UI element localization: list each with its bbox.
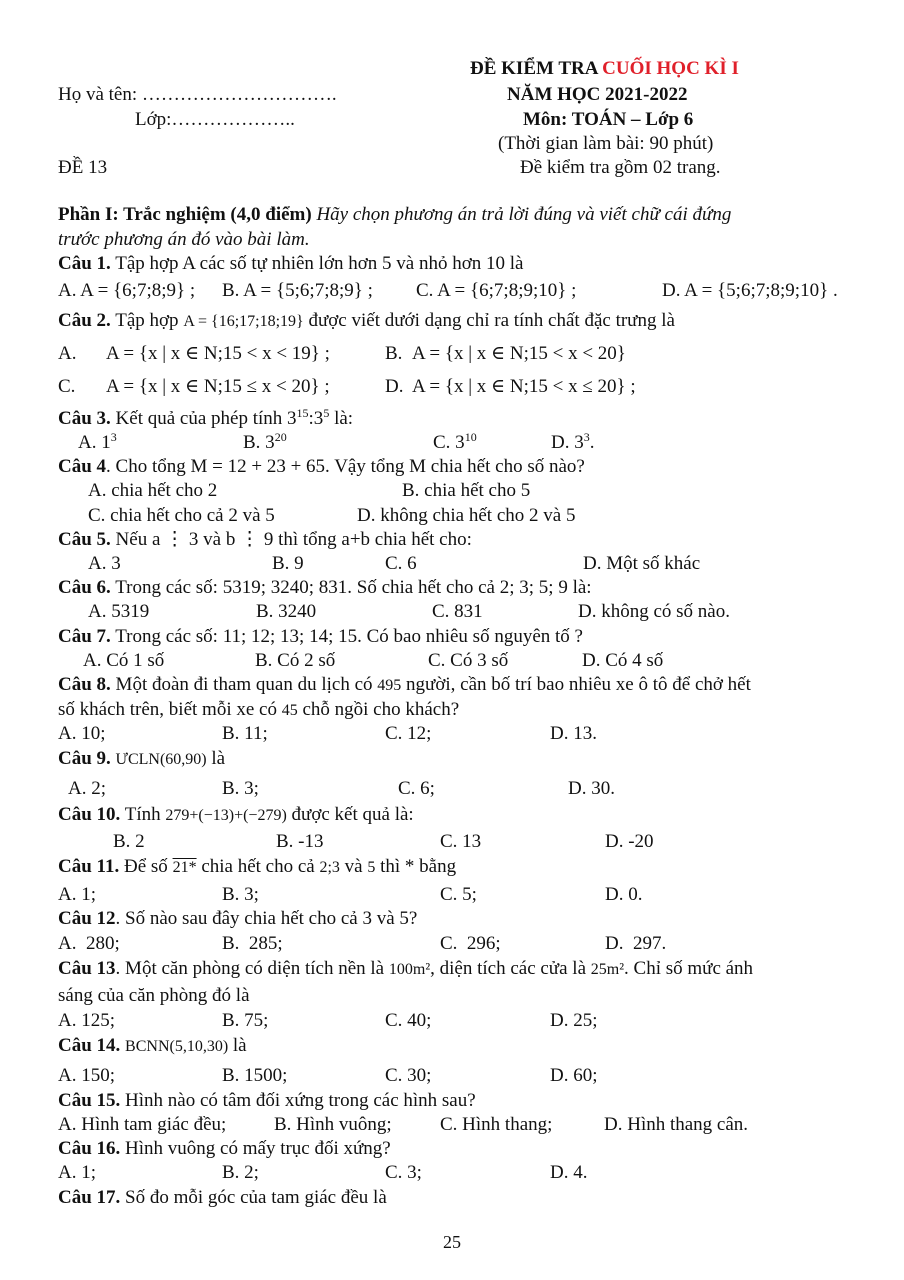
q2-option-a: A = {x | x ∈ N;15 < x < 19} ; xyxy=(106,343,330,364)
q10-option-c: C. 13 xyxy=(440,831,482,852)
question-text: Trong các số: 11; 12; 13; 14; 15. Có bao nhiêu số nguyên tố ? xyxy=(115,626,583,647)
math-expression: 100m² xyxy=(388,961,431,978)
question-text: Một đoàn đi tham quan du lịch có xyxy=(115,674,373,695)
q14-option-b: B. 1500; xyxy=(222,1065,288,1086)
option-text: . xyxy=(589,432,595,453)
q10-option-d: D. -20 xyxy=(605,831,654,852)
q1-option-c: C. A = {6;7;8;9;10} ; xyxy=(416,280,577,301)
school-year: NĂM HỌC 2021-2022 xyxy=(507,84,688,105)
q4-option-a: A. chia hết cho 2 xyxy=(88,480,218,501)
q9-option-a: A. 2; xyxy=(68,778,106,799)
question-text: chia hết cho cả xyxy=(201,856,315,877)
question-text: số khách trên, biết mỗi xe có xyxy=(58,699,277,720)
exponent: 15 xyxy=(296,406,309,420)
name-field-label: Họ và tên: …………………………. xyxy=(58,84,337,105)
exponent: 20 xyxy=(274,430,287,444)
page-number: 25 xyxy=(443,1232,461,1252)
question-5 xyxy=(58,528,854,552)
option-text: B. 3 xyxy=(243,432,275,453)
question-7 xyxy=(58,625,854,649)
question-label: Câu 14. xyxy=(58,1035,121,1056)
question-text: . Cho tổng M = 12 + 23 + 65. Vậy tổng M chia hết cho số nào? xyxy=(106,456,585,477)
class-field-label: Lớp:……………….. xyxy=(135,109,295,130)
q14-option-d: D. 60; xyxy=(550,1065,598,1086)
math-expression: 25m² xyxy=(590,961,625,978)
question-9 xyxy=(58,747,854,772)
question-10 xyxy=(58,803,854,828)
q6-option-c: C. 831 xyxy=(432,601,483,622)
question-text: :3 xyxy=(308,408,324,429)
q10-option-b: B. -13 xyxy=(276,831,324,852)
q7-option-c: C. Có 3 số xyxy=(428,650,509,671)
q8-option-b: B. 11; xyxy=(222,723,268,744)
q11-option-b: B. 3; xyxy=(222,884,259,905)
q2-option-c: A = {x | x ∈ N;15 ≤ x < 20} ; xyxy=(106,376,330,397)
q11-option-a: A. 1; xyxy=(58,884,96,905)
question-2 xyxy=(58,309,854,334)
page-count-note: Đề kiểm tra gồm 02 trang. xyxy=(520,157,721,178)
q1-option-b: B. A = {5;6;7;8;9} ; xyxy=(222,280,373,301)
question-13-cont: sáng của căn phòng đó là xyxy=(58,985,250,1006)
question-8-cont xyxy=(58,698,854,723)
question-text: , diện tích các cửa là xyxy=(430,958,587,979)
question-label: Câu 16. xyxy=(58,1138,121,1159)
question-13 xyxy=(58,957,854,982)
q10-option-a: B. 2 xyxy=(113,831,145,852)
question-text: và xyxy=(344,856,363,877)
question-label: Câu 5. xyxy=(58,529,111,550)
option-text: C. 3 xyxy=(433,432,465,453)
title-black: ĐỀ KIỂM TRA xyxy=(470,58,598,79)
question-label: Câu 8. xyxy=(58,674,111,695)
part1-title: Phần I: Trắc nghiệm (4,0 điểm) xyxy=(58,204,312,225)
q6-option-a: A. 5319 xyxy=(88,601,150,622)
question-text: Để số xyxy=(124,856,168,877)
question-8 xyxy=(58,673,854,698)
q11-option-c: C. 5; xyxy=(440,884,477,905)
question-text: Nếu a ⋮ 3 và b ⋮ 9 thì tổng a+b chia hết cho: xyxy=(115,529,472,550)
q2-option-d: A = {x | x ∈ N;15 < x ≤ 20} ; xyxy=(412,376,636,397)
question-text: là: xyxy=(329,408,354,429)
exponent: 10 xyxy=(464,430,477,444)
question-1 xyxy=(58,252,854,276)
question-label: Câu 11. xyxy=(58,856,120,877)
exponent: 5 xyxy=(323,406,330,420)
question-text: chỗ ngồi cho khách? xyxy=(302,699,460,720)
math-expression: BCNN(5,10,30) xyxy=(125,1038,229,1055)
question-4 xyxy=(58,455,854,479)
q2-option-c-letter: C. xyxy=(58,376,76,397)
q3-option-d xyxy=(551,431,594,455)
question-text: người, cần bố trí bao nhiêu xe ô tô để chở hết xyxy=(406,674,751,695)
q16-option-a: A. 1; xyxy=(58,1162,96,1183)
q15-option-a: A. Hình tam giác đều; xyxy=(58,1114,227,1135)
q7-option-b: B. Có 2 số xyxy=(255,650,336,671)
question-text: Số đo mỗi góc của tam giác đều là xyxy=(125,1187,387,1208)
question-text: được viết dưới dạng chỉ ra tính chất đặc trưng là xyxy=(308,310,675,331)
question-12 xyxy=(58,907,854,931)
set-expression: A = {16;17;18;19} xyxy=(183,313,304,330)
question-text: là xyxy=(211,748,226,769)
question-6 xyxy=(58,576,854,600)
question-11 xyxy=(58,855,854,880)
question-label: Câu 15. xyxy=(58,1090,121,1111)
part1-instruction-2: trước phương án đó vào bài làm. xyxy=(58,229,310,250)
q5-option-c: C. 6 xyxy=(385,553,417,574)
q3-option-c xyxy=(433,431,477,455)
q7-option-a: A. Có 1 số xyxy=(83,650,165,671)
q5-option-a: A. 3 xyxy=(88,553,121,574)
q12-option-a: A. 280; xyxy=(58,933,120,954)
question-label: Câu 9. xyxy=(58,748,111,769)
q2-option-b-letter: B. xyxy=(385,343,403,364)
math-expression: ƯCLN(60,90) xyxy=(115,751,207,768)
digit-number: 21* xyxy=(172,859,197,876)
exponent: 3 xyxy=(110,430,117,444)
q9-option-b: B. 3; xyxy=(222,778,259,799)
q1-option-d: D. A = {5;6;7;8;9;10} . xyxy=(662,280,838,301)
exam-title xyxy=(470,57,739,81)
q13-option-c: C. 40; xyxy=(385,1010,432,1031)
q3-option-a xyxy=(78,431,117,455)
q8-option-a: A. 10; xyxy=(58,723,106,744)
question-text: . Một căn phòng có diện tích nền là xyxy=(115,958,385,979)
part1-heading xyxy=(58,203,854,227)
number: 5 xyxy=(367,859,376,876)
part1-instruction-1: Hãy chọn phương án trả lời đúng và viết chữ cái đứng xyxy=(316,204,732,225)
q14-option-a: A. 150; xyxy=(58,1065,115,1086)
number: 45 xyxy=(281,702,298,719)
question-text: thì * bằng xyxy=(380,856,457,877)
question-14 xyxy=(58,1034,854,1059)
question-text: Hình vuông có mấy trục đối xứng? xyxy=(125,1138,391,1159)
q2-option-d-letter: D. xyxy=(385,376,404,397)
question-label: Câu 3. xyxy=(58,408,111,429)
question-17 xyxy=(58,1186,854,1210)
q11-option-d: D. 0. xyxy=(605,884,643,905)
q3-option-b xyxy=(243,431,287,455)
exam-code: ĐỀ 13 xyxy=(58,157,108,178)
q6-option-d: D. không có số nào. xyxy=(578,601,730,622)
subject: Môn: TOÁN – Lớp 6 xyxy=(523,109,694,130)
question-text: Kết quả của phép tính 3 xyxy=(115,408,297,429)
question-label: Câu 13 xyxy=(58,958,116,979)
question-16 xyxy=(58,1137,854,1161)
question-label: Câu 4 xyxy=(58,456,107,477)
q2-option-b: A = {x | x ∈ N;15 < x < 20} xyxy=(412,343,626,364)
question-label: Câu 1. xyxy=(58,253,111,274)
question-text: Trong các số: 5319; 3240; 831. Số chia hết cho cả 2; 3; 5; 9 là: xyxy=(115,577,592,598)
question-text: được kết quả là: xyxy=(291,804,414,825)
q16-option-c: C. 3; xyxy=(385,1162,422,1183)
q12-option-d: D. 297. xyxy=(605,933,667,954)
question-label: Câu 6. xyxy=(58,577,111,598)
q5-option-b: B. 9 xyxy=(272,553,304,574)
q4-option-c: C. chia hết cho cả 2 và 5 xyxy=(88,505,275,526)
question-label: Câu 7. xyxy=(58,626,111,647)
question-text: Tập hợp xyxy=(115,310,179,331)
q15-option-b: B. Hình vuông; xyxy=(274,1114,392,1135)
title-red: CUỐI HỌC KÌ I xyxy=(602,58,739,79)
question-text: là xyxy=(232,1035,247,1056)
q4-option-d: D. không chia hết cho 2 và 5 xyxy=(357,505,576,526)
number: 495 xyxy=(377,677,402,694)
question-text: Hình nào có tâm đối xứng trong các hình sau? xyxy=(125,1090,476,1111)
q16-option-b: B. 2; xyxy=(222,1162,259,1183)
q2-option-a-letter: A. xyxy=(58,343,77,364)
question-3 xyxy=(58,407,854,431)
option-text: D. 3 xyxy=(551,432,584,453)
q14-option-c: C. 30; xyxy=(385,1065,432,1086)
math-expression: 279+(−13)+(−279) xyxy=(165,807,287,824)
question-label: Câu 17. xyxy=(58,1187,121,1208)
q13-option-b: B. 75; xyxy=(222,1010,269,1031)
q12-option-c: C. 296; xyxy=(440,933,501,954)
q7-option-d: D. Có 4 số xyxy=(582,650,664,671)
q1-option-a: A. A = {6;7;8;9} ; xyxy=(58,280,196,301)
q16-option-d: D. 4. xyxy=(550,1162,588,1183)
q15-option-c: C. Hình thang; xyxy=(440,1114,553,1135)
question-text: . Chỉ số mức ánh xyxy=(624,958,754,979)
q5-option-d: D. Một số khác xyxy=(583,553,701,574)
q15-option-d: D. Hình thang cân. xyxy=(604,1114,749,1135)
question-label: Câu 2. xyxy=(58,310,111,331)
exam-time: (Thời gian làm bài: 90 phút) xyxy=(498,133,714,154)
question-text: . Số nào sau đây chia hết cho cả 3 và 5? xyxy=(115,908,418,929)
q4-option-b: B. chia hết cho 5 xyxy=(402,480,531,501)
option-text: A. 1 xyxy=(78,432,111,453)
exponent: 3 xyxy=(583,430,590,444)
q13-option-d: D. 25; xyxy=(550,1010,598,1031)
question-text: Tập hợp A các số tự nhiên lớn hơn 5 và nhỏ hơn 10 là xyxy=(115,253,524,274)
q9-option-c: C. 6; xyxy=(398,778,435,799)
question-label: Câu 12 xyxy=(58,908,116,929)
question-15 xyxy=(58,1089,854,1113)
q6-option-b: B. 3240 xyxy=(256,601,317,622)
q8-option-c: C. 12; xyxy=(385,723,432,744)
question-label: Câu 10. xyxy=(58,804,121,825)
q9-option-d: D. 30. xyxy=(568,778,615,799)
q12-option-b: B. 285; xyxy=(222,933,283,954)
number: 2;3 xyxy=(319,859,340,876)
question-text: Tính xyxy=(124,804,161,825)
q8-option-d: D. 13. xyxy=(550,723,597,744)
q13-option-a: A. 125; xyxy=(58,1010,115,1031)
